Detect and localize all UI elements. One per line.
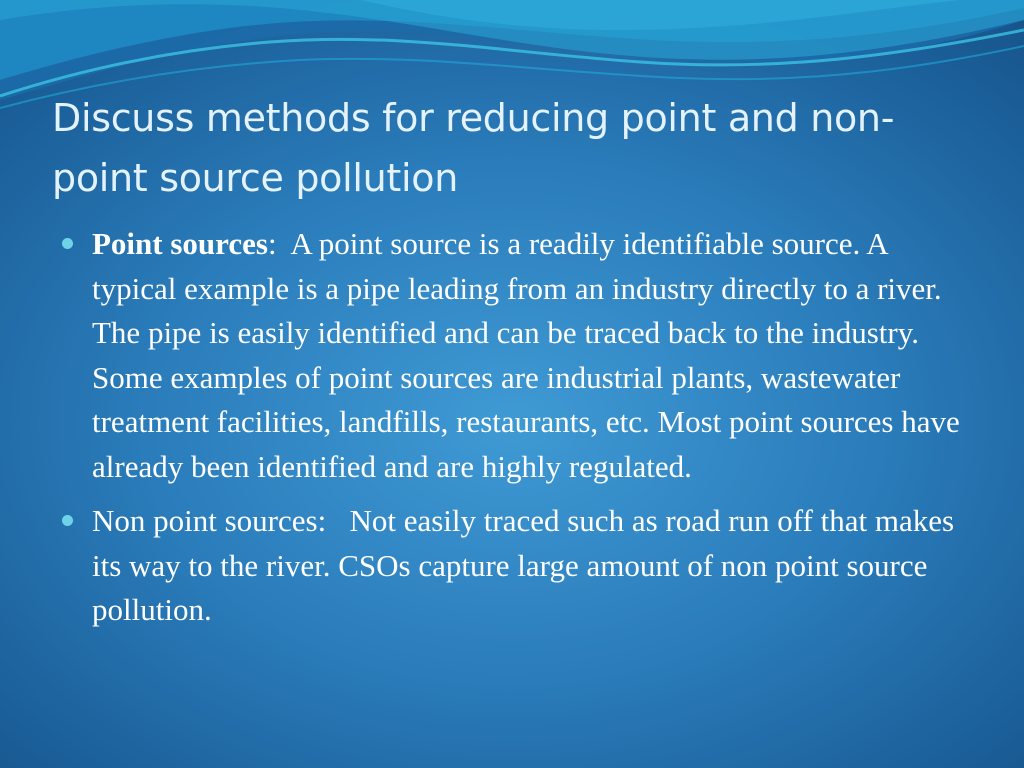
bullet-text: Not easily traced such as road run off that makes its way to the river. CSOs capture large amount of non point source pollution. [92, 503, 955, 627]
bullet-non-point-sources [62, 499, 962, 633]
bullet-term: Non point sources [92, 503, 318, 538]
bullet-text: A point source is a readily identifiable source. A typical example is a pipe leading from an industry directly to a river. The pipe is easily identified and can be traced back to the industry. Some examples of point sources are industrial plants, wastewater treatment facilities, landfills, restaurants, etc. Most point sources have already been identified and are highly regulated. [92, 226, 960, 484]
circle-bullet-icon [62, 238, 73, 249]
bullet-separator: : [267, 226, 291, 261]
circle-bullet-icon [62, 515, 73, 526]
bullet-point-sources [62, 222, 962, 489]
bullet-list [62, 222, 962, 643]
slide-title: Discuss methods for reducing point and non-point source pollution [52, 96, 895, 200]
bullet-term: Point sources [92, 226, 268, 261]
bullet-separator: : [317, 503, 350, 538]
